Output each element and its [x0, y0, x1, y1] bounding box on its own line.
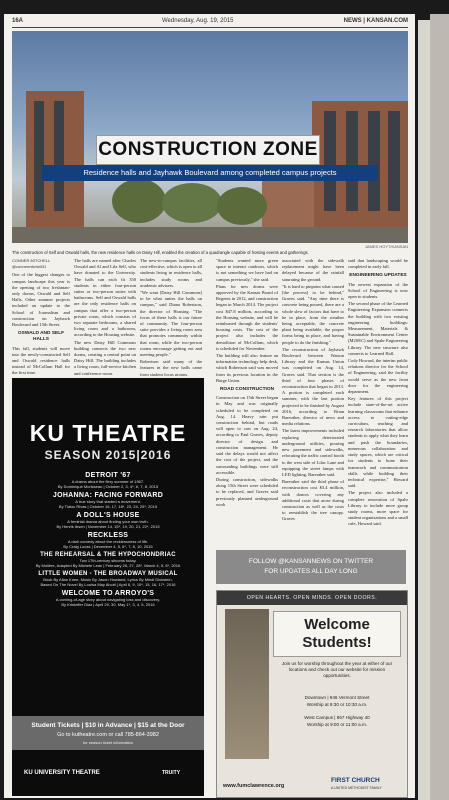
show-tagline: A feminist drama about finding your own truth.	[67, 519, 149, 524]
article-paragraph: The reconstruction of Jayhawk Boulevard between Watson Library and the Kansas Union was completed on Aug. 14, Graves said. That section is the third of four phases of reconstruction that began in 2013. A portion is completed each summer, with the last portion projected to be finished by August 2016, according to Brian Bareuther, director of news and media relations.	[282, 346, 344, 427]
ticket-prices: Student Tickets | $10 in Advance | $15 at the Door	[31, 722, 185, 729]
article-column-6	[348, 258, 408, 548]
show-item	[20, 552, 196, 568]
church-brand: FIRST CHURCH	[331, 777, 380, 784]
subhead-halls: OSWALD AND SELF HALLS	[17, 331, 65, 343]
ticket-info: for season ticket information	[82, 740, 134, 745]
article-paragraph: The new Daisy Hill Commons building connects the two new dorms, creating a central point on Daisy Hill. The building includes a living room, full-service kitchen and conference room.	[74, 339, 136, 376]
section-label: NEWS | KANSAN.COM	[343, 18, 408, 24]
welcome-box	[273, 611, 401, 657]
show-item	[20, 590, 196, 607]
show-info: Based On The Novel By Louisa May Alcott | April 8, 9, 10*, 15, 16, 17*, 2016	[40, 582, 176, 587]
byline: CONNER MITCHELL	[12, 258, 51, 263]
show-info: By Craig Lucas | December 4, 5, 6*, 7, 8, 10, 2015	[63, 544, 153, 549]
follow-line-1: FOLLOW @KANSANNEWS ON TWITTER	[248, 558, 374, 565]
article-paragraph: The new-to-campus facilities, all cost-effective, which is open to all students living in residence halls, includes study rooms and academic advisers.	[140, 258, 202, 288]
church-brand-sub: A UNITED METHODIST FAMILY	[331, 786, 382, 790]
theatre-title: KU THEATRE	[29, 420, 187, 446]
location-1-name: Downtown | 946 Vermont Street	[304, 695, 370, 700]
photo-caption: The construction of Self and Oswald halls, the new residence halls on Daisy Hill, enabled the creation of a quadrangle capable of hosting events and gatherings.	[12, 250, 309, 255]
subhead-engineering: ENGINEERING UPDATES	[349, 273, 407, 279]
show-tagline: A dark comedy about the recklessness of life.	[67, 539, 149, 544]
sponsor-logo: TRUITY	[162, 770, 181, 776]
building-window	[346, 111, 358, 211]
article-paragraph: The second phase of the Learned Engineering Expansion connects the building with two existing engineering buildings: Measurement, Materials & Sustainable Environment Center (M2SEC) and Spahr Engineering Library. The new structure also connects to Learned Hall.	[348, 301, 408, 356]
article-paragraph: Plans for new dorms were approved by the Kansas Board of Regents in 2012, and construction began in March 2014. The project cost $47.8 million, according to the Housing website, and will be reimbursed through the students' housing costs. The cost of the project also includes the demolition of McCollum, which is scheduled for November.	[216, 283, 278, 351]
building-window	[34, 101, 44, 211]
ticket-bar	[12, 716, 204, 750]
ku-theatre-ad	[12, 378, 204, 796]
article-paragraph: Key features of this project include state-of-the-art active learning classrooms that enhance access to cutting-edge curriculum, teaching and research laboratories that allow students to apply what they learn and push the boundaries, numerous collaboration and study spaces, which are critical for students to hone their teamwork and communication skills while building their technical expertise," Howard said.	[348, 396, 408, 489]
lead-photo	[12, 31, 408, 243]
ticket-order: Go to kutheatre.com or call 785-864-3982	[57, 732, 159, 738]
theatre-season: SEASON 2015|2016	[44, 448, 172, 462]
location-1-time: Worship at 9:30 or 10:30 a.m.	[306, 702, 368, 707]
article-paragraph: associated with the sidewalk replacement might have been delayed because of the rainfall saturating the ground.	[282, 258, 344, 282]
article-paragraph: Construction on 15th Street began in May and was originally scheduled to be completed on Aug. 14. Heavy rain put construction behind, but roads will open to cars on Aug. 24, according to Paul Graves, deputy director of design and construction management. He said the delays would not affect the cost of the project, and the surrounding buildings were still accessible.	[216, 395, 278, 475]
article-paragraph: During construction, sidewalks along 15th Street were scheduled to be replaced, and Graves said previously planned underground work	[216, 476, 278, 507]
adjacent-page-shadow	[430, 14, 449, 800]
building-window	[54, 101, 64, 211]
article-paragraph: said that landscaping would be completed in early fall.	[348, 258, 408, 270]
students-word: Students!	[302, 634, 372, 651]
show-info: By Dominique Morisseau | October 2, 3, 4*, 6, 7, 8, 2015	[57, 484, 159, 489]
subhead: Residence halls and Jayhawk Boulevard among completed campus projects	[42, 165, 378, 181]
show-item	[20, 512, 196, 529]
first-church-ad	[216, 590, 408, 798]
show-tagline: A drama about the fiery summer of 1967.	[71, 479, 145, 484]
church-photo	[225, 609, 269, 759]
article-column-4	[216, 258, 278, 548]
article-paragraph: The building will also feature an information technology help desk, which Robertson said was moved from its previous location in the Burge Union.	[216, 353, 278, 383]
location-2-time: Worship at 9:00 or 11:00 a.m.	[306, 722, 368, 727]
article-paragraph: "It is hard to pinpoint what caused [the process] to be behind," Graves said. "Any time there is concrete being poured, there are a whole slew of factors that have to be in place, from the weather being acceptable, the concrete plant being available, the proper forms being in place, and having people to do the finishing."	[282, 283, 344, 345]
article-column-1	[12, 258, 70, 376]
building-window	[388, 111, 400, 211]
show-tagline: A coming-of-age story about navigating loss and discovery.	[55, 597, 161, 602]
twitter-follow-box	[216, 550, 406, 584]
show-tagline: Book By Allan Knee, Music By Jason Howland, Lyrics By Mindi Dickstein,	[43, 577, 173, 582]
article-column-5	[282, 258, 344, 548]
article-paragraph: Bareuther said the third phase of reconstruction cost $3.4 million, with donors covering any additional costs that arose during construction as well as the costs to reestablish the tree canopy. Graves	[282, 479, 344, 522]
tree	[217, 187, 267, 225]
article-paragraph: The project also included a complete renovation of Spahr Library to include more group study rooms, more space for student organizations and a small cafe, Howard said.	[348, 490, 408, 527]
article-paragraph: The latest improvements included replacing deteriorated underground utilities, pouring new pavement and sidewalks, relocating the traffic control booth to the west side of Lilac Lane and equipping the street lamps with LED lighting, Bareuther said.	[282, 428, 344, 477]
show-list	[20, 472, 196, 610]
show-item	[20, 472, 196, 489]
article-column-3	[140, 258, 202, 376]
show-tagline: A true story that started a movement.	[75, 499, 141, 504]
folio-rule	[12, 27, 408, 28]
show-name: THE REHEARSAL & THE HYPOCHONDRIAC	[40, 552, 176, 558]
tree	[162, 183, 222, 223]
show-item	[20, 532, 196, 549]
article-paragraph: "Students wanted more green space to interact outdoors, which is not something we have had on campus previously," she said.	[216, 258, 278, 282]
show-name: RECKLESS	[87, 532, 129, 539]
show-tagline: Two 17th-century sitcoms today.	[79, 558, 137, 563]
location-2-name: West Campus | 867 Highway 40	[304, 715, 370, 720]
church-tagline: OPEN HEARTS. OPEN MINDS. OPEN DOORS.	[217, 591, 407, 605]
follow-line-2: FOR UPDATES ALL DAY LONG	[264, 568, 358, 575]
church-url: www.fumclawrence.org	[223, 783, 285, 789]
ground	[12, 227, 408, 243]
article-column-2	[74, 258, 136, 376]
show-item	[20, 492, 196, 509]
show-name: WELCOME TO ARROYO'S	[61, 590, 155, 597]
photo-credit: JAMES HOYT/KANSAN	[364, 244, 408, 249]
show-name: A DOLL'S HOUSE	[76, 512, 140, 519]
article-paragraph: The halls are named after Charles Oswald and Al and Lila Self, who have donated to the University. The halls can each fit 350 students in either four-person suites or two-person suites with bathrooms. Self and Oswald halls are the only residence halls on campus that offer a two-person private room, which consists of two separate bedrooms, a shared living room and a bathroom, according to the Housing website.	[74, 258, 136, 338]
show-name: DETROIT '67	[85, 472, 131, 479]
issue-date: Wednesday, Aug. 19, 2015	[162, 18, 234, 24]
headline: CONSTRUCTION ZONE	[96, 135, 320, 165]
show-name: LITTLE WOMEN - THE BROADWAY MUSICAL	[38, 571, 178, 577]
show-info: By Kristoffer Diaz | April 29, 30, May 1*, 3, 4, 5, 2016	[61, 602, 155, 607]
article-paragraph: One of the biggest changes to campus landscape this year is the opening of two freshman-only dorms, Oswald and Self Halls. Other summer projects included an update to the School of Journalism and construction on Jayhawk Boulevard and 15th Street.	[12, 272, 70, 328]
show-item	[20, 571, 196, 587]
article-paragraph: This fall, students will move into the newly-constructed Self and Oswald residence halls instead of McCollum Hall for the first time.	[12, 345, 70, 376]
welcome-word: Welcome	[304, 616, 370, 633]
show-name: JOHANNA: FACING FORWARD	[52, 492, 164, 499]
church-invite: Join us for worship throughout the year at either of our locations and check out our website for mission opportunities.	[281, 661, 393, 678]
ku-theatre-logo: KU UNIVERSITY THEATRE	[24, 770, 100, 776]
newspaper-page	[4, 14, 415, 798]
byline-handle: @connermitchell31	[12, 264, 47, 270]
tree	[112, 179, 166, 223]
page-number: 16A	[12, 18, 24, 24]
subhead-road: ROAD CONSTRUCTION	[219, 387, 275, 393]
show-info: By Henrik Ibsen | November 14, 15*, 19, 20, 21, 22*, 2015	[56, 524, 160, 529]
article-paragraph: Robertson said many of the features in the new halls came from student focus groups.	[140, 359, 202, 376]
show-info: By Tlaloc Rivas | October 16, 17, 18*, 23, 24, 25*, 2015	[58, 504, 158, 509]
show-info: By Molière, Adapted By Michele Lean | February 26, 27, 28*, March 4, 5, 6*, 2016	[35, 563, 181, 568]
building-window	[324, 111, 336, 211]
article-paragraph: Cody Howard, the interim public relations director for the School of Engineering, said the facility would serve as the new front door for the engineering department.	[348, 358, 408, 395]
building-window	[368, 111, 380, 211]
article-paragraph: "We want [Daisy Hill Commons] to be what unites the halls on campus," said Diana Robertson, the director of Housing. "The focus of these halls is our future of community. The four-person suite provides a living room area that promotes community within that room, while the two-person rooms encourage getting out and meeting people."	[140, 290, 202, 358]
article-paragraph: The newest expansion of the School of Engineering is now open to students.	[348, 281, 408, 300]
building-mid	[262, 181, 314, 231]
